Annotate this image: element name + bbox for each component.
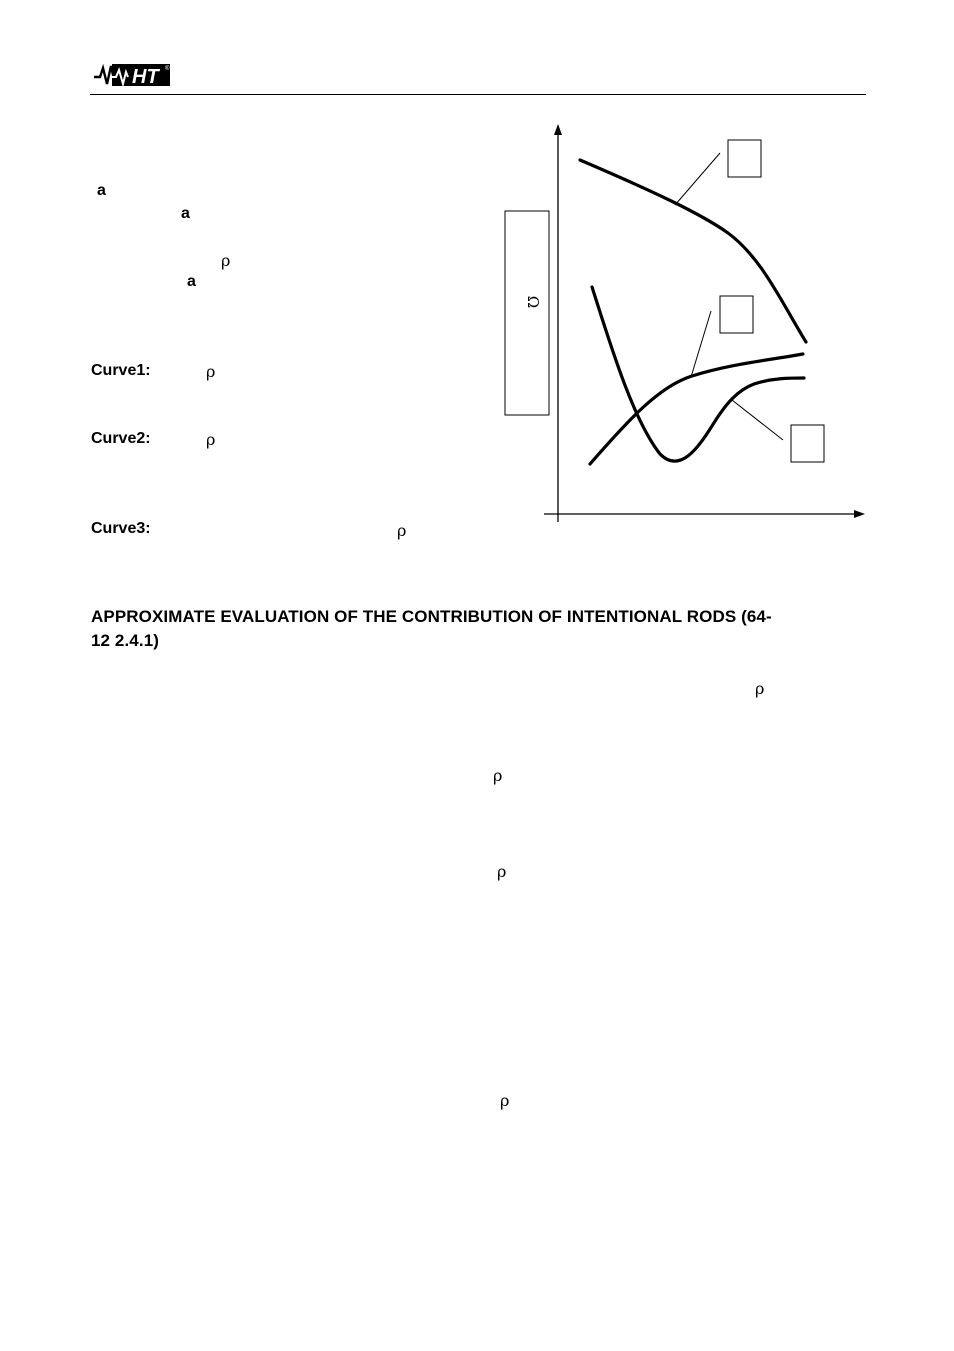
resistance-curves-diagram	[500, 118, 870, 538]
y-axis-arrow-icon	[554, 124, 562, 135]
var-a-2: a	[181, 205, 190, 222]
curve-1-leader	[675, 153, 720, 205]
curve1-rho: ρ	[206, 362, 216, 381]
curve-3-label-box	[791, 425, 824, 462]
x-axis-arrow-icon	[854, 510, 865, 518]
curve2-rho: ρ	[206, 430, 216, 449]
curve-1	[580, 160, 806, 342]
y-axis-label-box	[505, 211, 549, 415]
y-axis-unit: Ω	[524, 295, 542, 309]
logo-text: HT	[132, 66, 159, 88]
curve-2-leader	[691, 311, 711, 377]
rho-symbol-1: ρ	[221, 251, 231, 270]
curve1-label: Curve1:	[91, 362, 151, 379]
body-rho-4: ρ	[500, 1091, 510, 1110]
header-rule	[90, 94, 866, 95]
section-heading-line-2: 12 2.4.1)	[91, 631, 160, 650]
var-a-1: a	[97, 182, 106, 199]
body-rho-1: ρ	[755, 679, 765, 698]
curve-3-leader	[732, 400, 783, 440]
ht-logo	[92, 62, 174, 88]
curve2-label: Curve2:	[91, 430, 151, 447]
section-heading-line-1: APPROXIMATE EVALUATION OF THE CONTRIBUTION OF INTENTIONAL RODS (64-	[91, 607, 772, 626]
curve3-rho: ρ	[397, 521, 407, 540]
var-a-3: a	[187, 273, 196, 290]
body-rho-2: ρ	[493, 766, 503, 785]
logo-registered-mark: ®	[165, 66, 170, 72]
curve3-label: Curve3:	[91, 520, 151, 537]
curve-2-label-box	[720, 296, 753, 333]
body-rho-3: ρ	[497, 862, 507, 881]
curve-1-label-box	[728, 140, 761, 177]
section-heading	[91, 605, 866, 653]
